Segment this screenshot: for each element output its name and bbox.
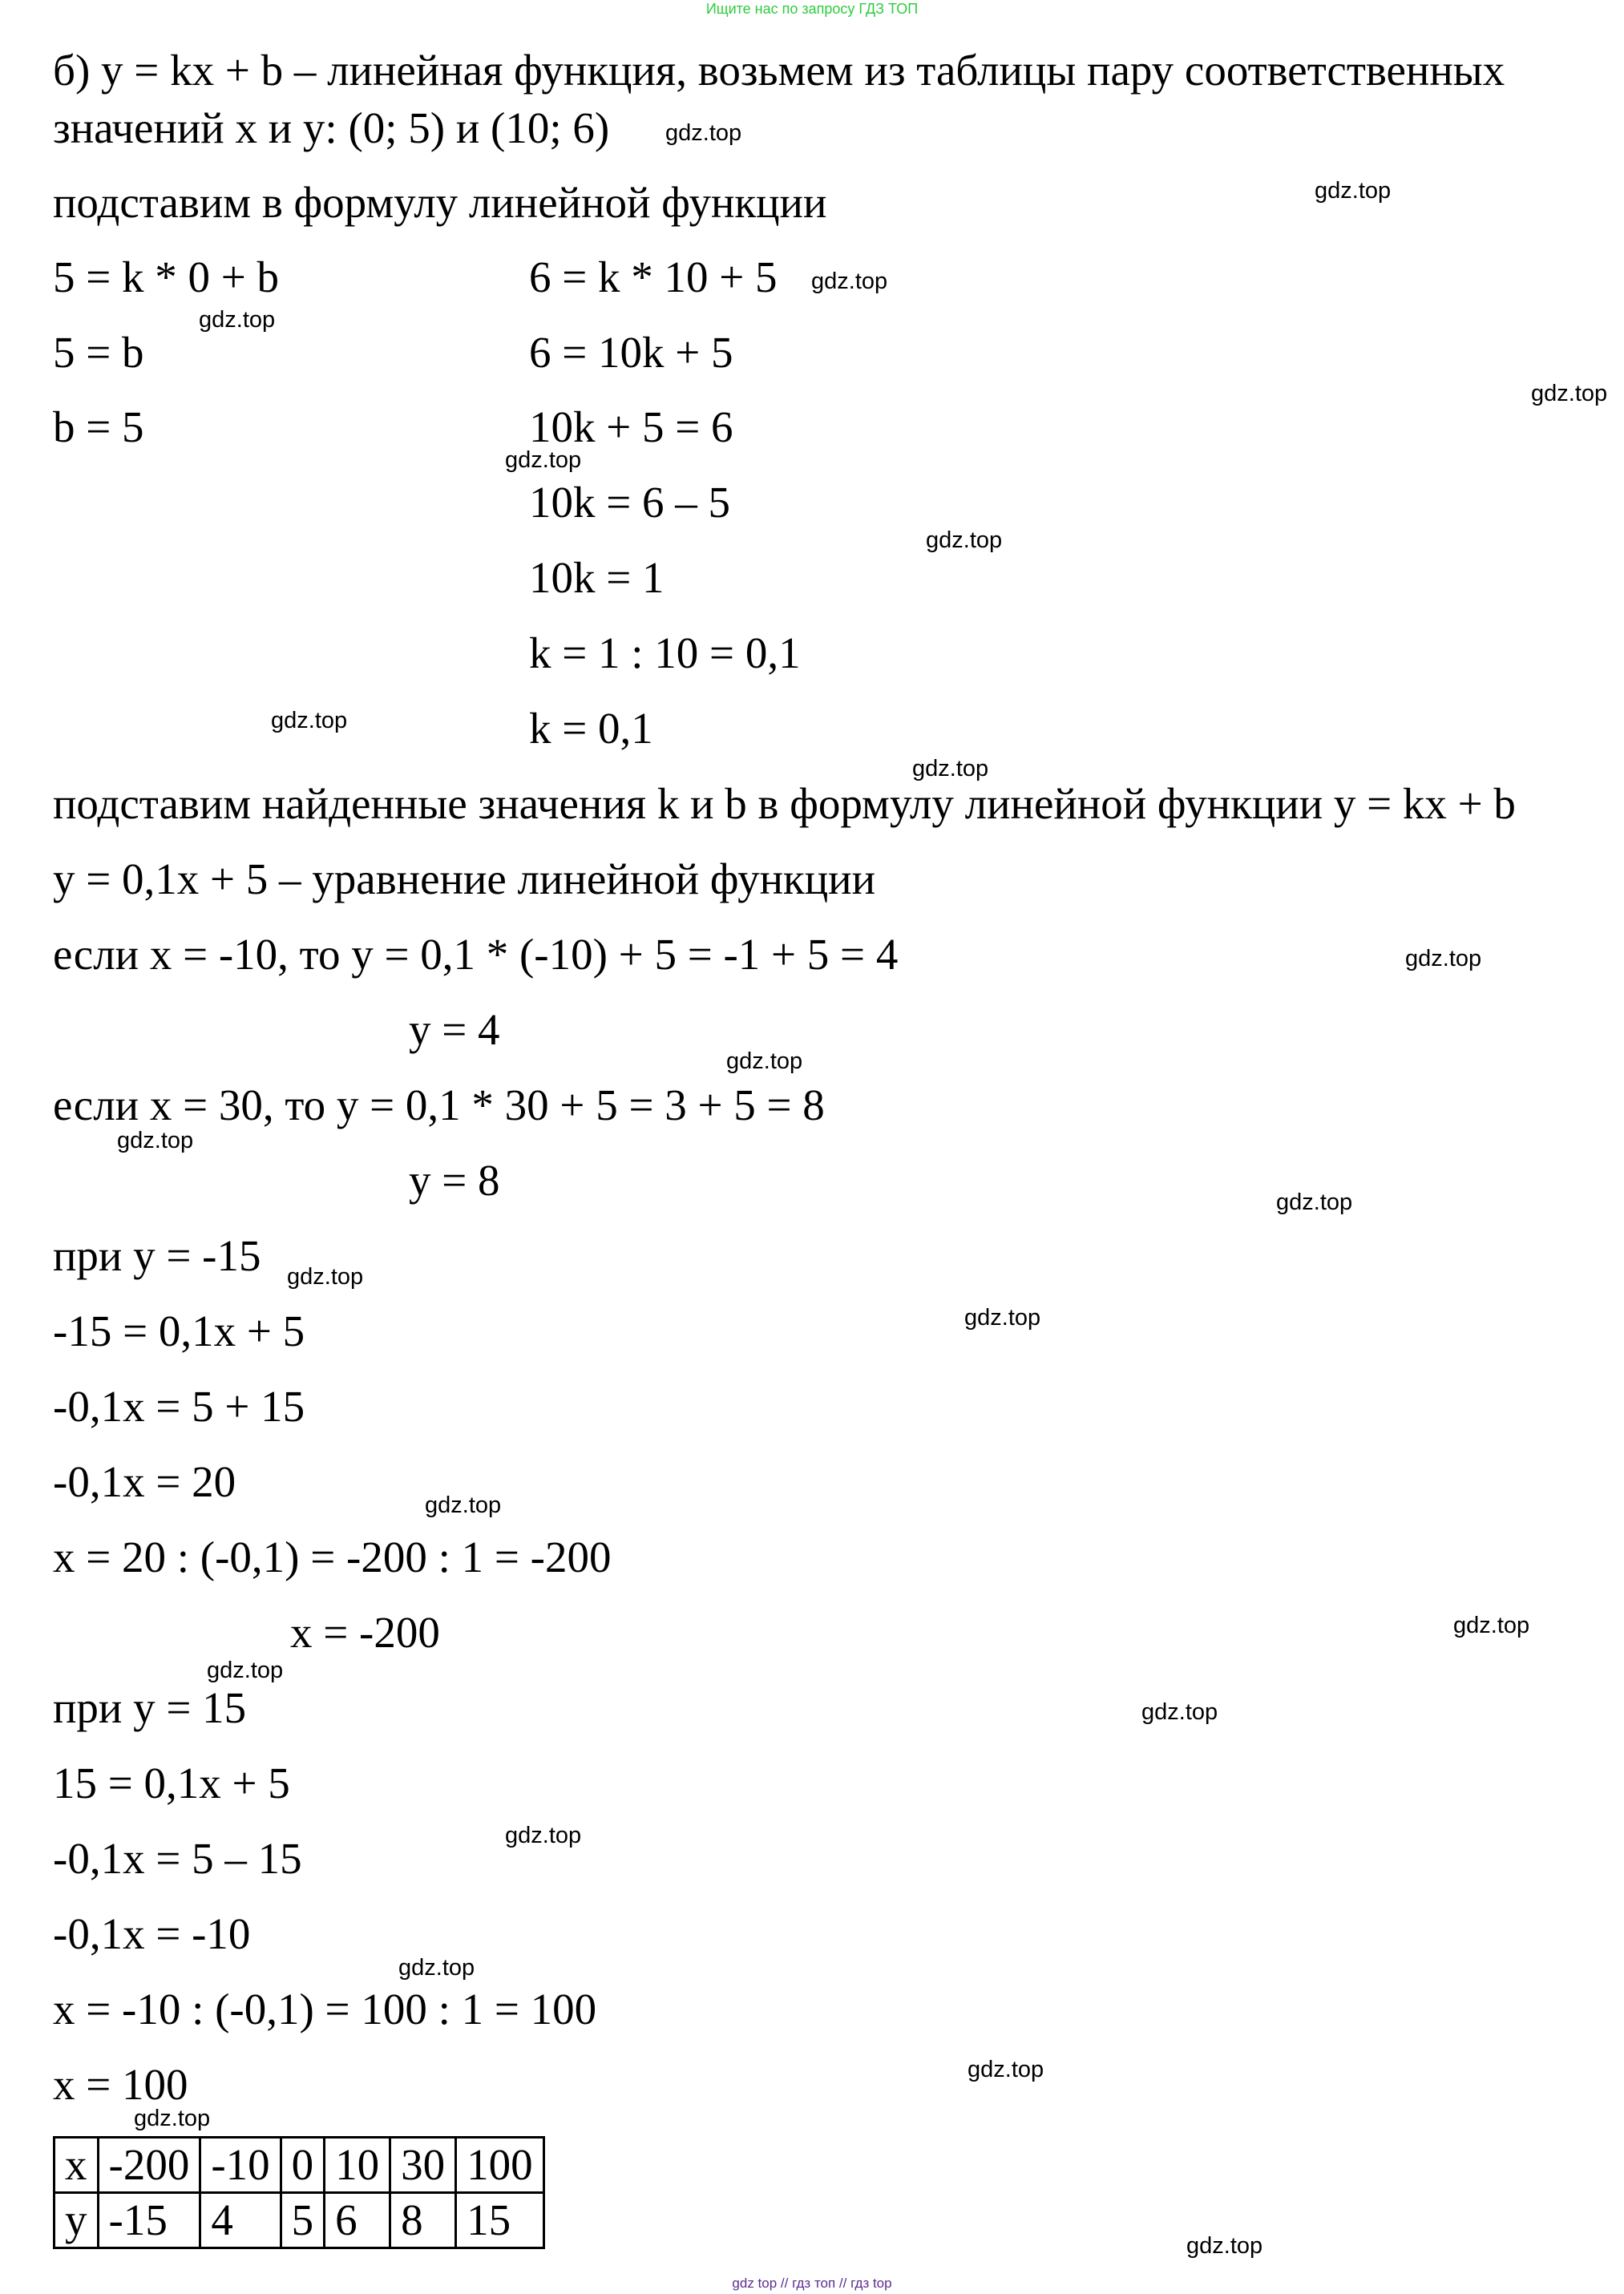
watermark: gdz.top (134, 2106, 211, 2131)
equation-line: k = 0,1 (529, 704, 653, 753)
equation-line: b = 5 (53, 402, 144, 451)
table-cell: 6 (325, 2193, 390, 2248)
equation-line: y = 4 (409, 1005, 500, 1054)
equation-line: x = 100 (53, 2060, 188, 2109)
table-cell: -15 (98, 2193, 200, 2248)
equation-line: 6 = k * 10 + 5 (529, 252, 778, 301)
equation-line: x = -10 : (-0,1) = 100 : 1 = 100 (53, 1985, 597, 2034)
watermark: gdz.top (926, 527, 1003, 553)
equation-line: 5 = b (53, 328, 144, 377)
table-cell: y (55, 2193, 99, 2248)
table-cell: -10 (200, 2138, 281, 2193)
text-line: при y = 15 (53, 1683, 247, 1732)
watermark: gdz.top (1186, 2233, 1263, 2259)
watermark: gdz.top (505, 1823, 582, 1848)
equation-line: -0,1x = 20 (53, 1457, 236, 1506)
watermark: gdz.top (1141, 1699, 1218, 1725)
watermark: gdz.top (207, 1658, 284, 1683)
table-cell: -200 (98, 2138, 200, 2193)
table-cell: 10 (325, 2138, 390, 2193)
table-cell: 0 (281, 2138, 325, 2193)
equation-line: y = 8 (409, 1156, 500, 1205)
equation-line: -0,1x = -10 (53, 1909, 251, 1958)
equation-line: -0,1x = 5 + 15 (53, 1382, 305, 1431)
watermark: gdz.top (726, 1048, 803, 1074)
table-cell: 15 (456, 2193, 544, 2248)
top-banner: Ищите нас по запросу ГДЗ ТОП (705, 1, 919, 17)
watermark: gdz.top (1276, 1189, 1353, 1215)
text-line: при y = -15 (53, 1231, 261, 1280)
watermark: gdz.top (425, 1492, 502, 1518)
text-line: если x = 30, то y = 0,1 * 30 + 5 = 3 + 5 = 8 (53, 1080, 825, 1129)
watermark: gdz.top (1453, 1613, 1530, 1638)
watermark: gdz.top (1531, 381, 1608, 406)
text-line: значений x и y: (0; 5) и (10; 6) (53, 103, 610, 152)
equation-line: 10k = 1 (529, 553, 665, 602)
equation-line: 6 = 10k + 5 (529, 328, 733, 377)
watermark: gdz.top (117, 1128, 194, 1153)
watermark: gdz.top (912, 756, 989, 781)
table-cell: 5 (281, 2193, 325, 2248)
table-cell: 100 (456, 2138, 544, 2193)
watermark: gdz.top (968, 2057, 1044, 2082)
equation-line: -0,1x = 5 – 15 (53, 1834, 302, 1883)
watermark: gdz.top (505, 447, 582, 473)
watermark: gdz.top (398, 1955, 475, 1981)
watermark: gdz.top (271, 708, 348, 733)
bottom-footer: gdz top // гдз топ // гдз top (732, 2276, 892, 2291)
equation-line: x = -200 (290, 1608, 440, 1657)
watermark: gdz.top (665, 120, 742, 146)
watermark: gdz.top (964, 1305, 1041, 1331)
table-cell: 30 (390, 2138, 456, 2193)
watermark: gdz.top (1315, 178, 1392, 204)
equation-line: 5 = k * 0 + b (53, 252, 280, 301)
equation-line: 15 = 0,1x + 5 (53, 1759, 290, 1807)
watermark: gdz.top (811, 269, 888, 294)
equation-line: k = 1 : 10 = 0,1 (529, 628, 801, 677)
watermark: gdz.top (287, 1264, 364, 1290)
text-line: если x = -10, то y = 0,1 * (-10) + 5 = -1 + 5 = 4 (53, 930, 899, 979)
table-row-x (55, 2138, 544, 2193)
table-cell: 8 (390, 2193, 456, 2248)
equation-line: -15 = 0,1x + 5 (53, 1307, 305, 1355)
text-line: подставим найденные значения k и b в формулу линейной функции y = kx + b (53, 779, 1516, 828)
values-table (53, 2136, 545, 2249)
equation-line: 10k = 6 – 5 (529, 478, 731, 527)
text-line: подставим в формулу линейной функции (53, 178, 827, 227)
table-cell: x (55, 2138, 99, 2193)
table-row-y (55, 2193, 544, 2248)
text-line: y = 0,1x + 5 – уравнение линейной функции (53, 854, 876, 903)
equation-line: x = 20 : (-0,1) = -200 : 1 = -200 (53, 1533, 612, 1581)
watermark: gdz.top (199, 307, 276, 333)
text-line: б) y = kx + b – линейная функция, возьмем из таблицы пару соответственных (53, 46, 1505, 95)
watermark: gdz.top (1405, 946, 1482, 971)
equation-line: 10k + 5 = 6 (529, 402, 733, 451)
table-cell: 4 (200, 2193, 281, 2248)
